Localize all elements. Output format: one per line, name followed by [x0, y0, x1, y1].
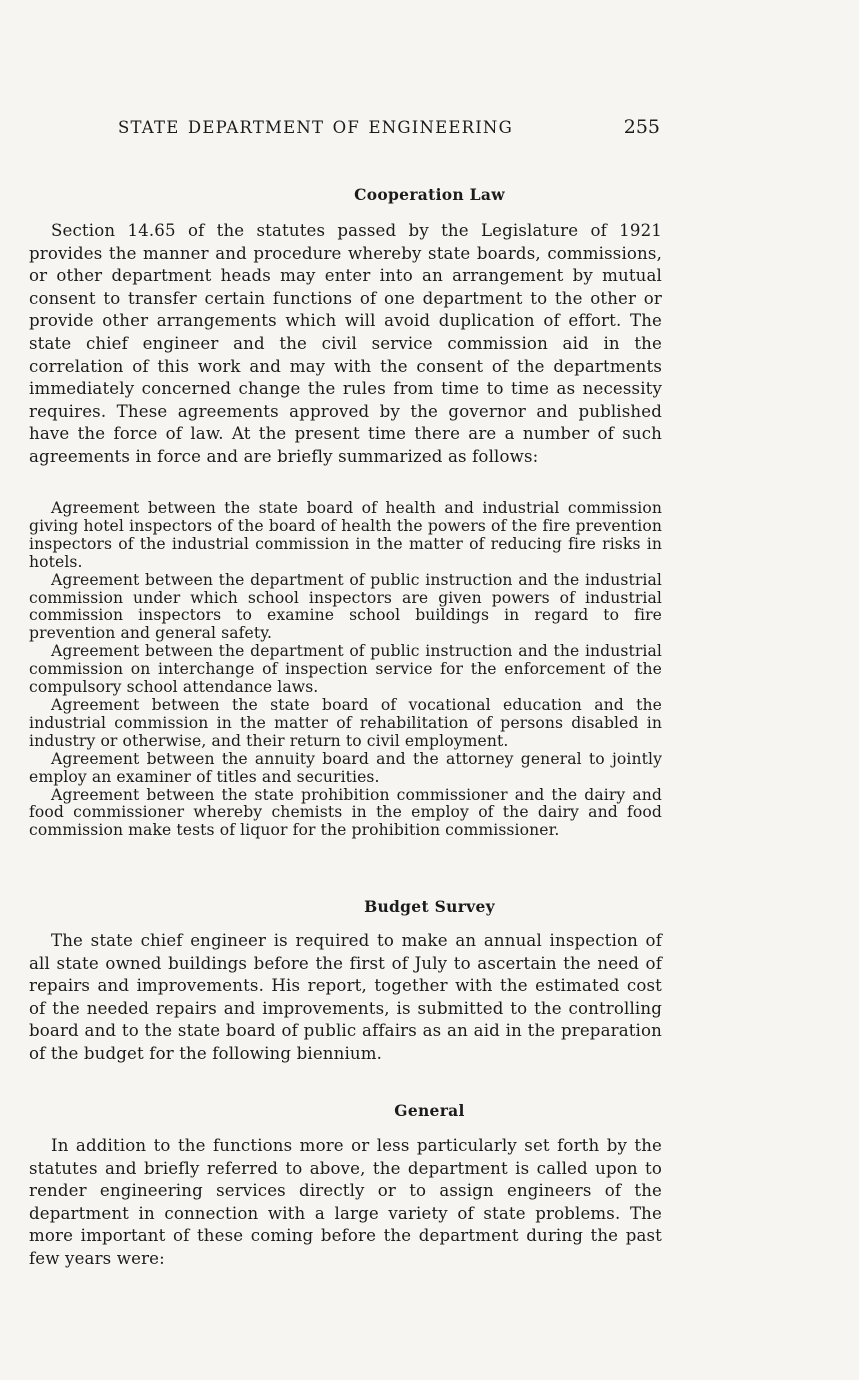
- running-header-title: STATE DEPARTMENT OF ENGINEERING: [118, 118, 513, 137]
- budget-survey-heading: Budget Survey: [364, 897, 495, 916]
- agreement-item: Agreement between the annuity board and the attorney general to jointly employ an examiner of titles and securities.: [29, 749, 662, 786]
- page-number: 255: [623, 116, 660, 138]
- agreement-item: Agreement between the state prohibition commissioner and the dairy and food commissioner whereby chemists in the employ of the dairy and food commission make tests of liquor for the prohibition commissioner.: [29, 785, 662, 840]
- cooperation-law-intro-paragraph: Section 14.65 of the statutes passed by the Legislature of 1921 provides the manner and procedure whereby state boards, commissions, or other department heads may enter into an arrangement by mutual consent to transfer certain functions of one department to the other or provide other arrangements which will avoid duplication of effort. The state chief engineer and the civil service commission aid in the correlation of this work and may with the consent of the departments immediately concerned change the rules from time to time as necessity requires. These agreements approved by the governor and published have the force of law. At the present time there are a number of such agreements in force and are briefly summarized as follows:: [29, 221, 662, 466]
- running-header: [118, 118, 660, 144]
- cooperation-law-heading: Cooperation Law: [354, 185, 505, 204]
- agreement-item: Agreement between the state board of vocational education and the industrial commission in the matter of rehabilitation of persons disabled in industry or otherwise, and their return to civil employment.: [29, 695, 662, 750]
- agreement-item: Agreement between the department of public instruction and the industrial commission under which school inspectors are given powers of industrial commission inspectors to examine school buildings in regard to fire prevention and general safety.: [29, 570, 662, 643]
- general-paragraph: In addition to the functions more or less particularly set forth by the statutes and briefly referred to above, the department is called upon to render engineering services directly or to assign engineers of the department in connection with a large variety of state problems. The more important of these coming before the department during the past few years were:: [29, 1136, 662, 1268]
- agreements-list: [29, 500, 662, 840]
- general-heading: General: [394, 1101, 465, 1120]
- budget-survey-paragraph: The state chief engineer is required to make an annual inspection of all state owned buildings before the first of July to ascertain the need of repairs and improvements. His report, together with the estimated cost of the needed repairs and improvements, is submitted to the controlling board and to the state board of public affairs as an aid in the preparation of the budget for the following biennium.: [29, 931, 662, 1063]
- agreement-item: Agreement between the department of public instruction and the industrial commission on interchange of inspection service for the enforcement of the compulsory school attendance laws.: [29, 642, 662, 697]
- agreement-item: Agreement between the state board of health and industrial commission giving hotel inspectors of the board of health the powers of the fire prevention inspectors of the industrial commission in the matter of reducing fire risks in hotels.: [29, 499, 662, 571]
